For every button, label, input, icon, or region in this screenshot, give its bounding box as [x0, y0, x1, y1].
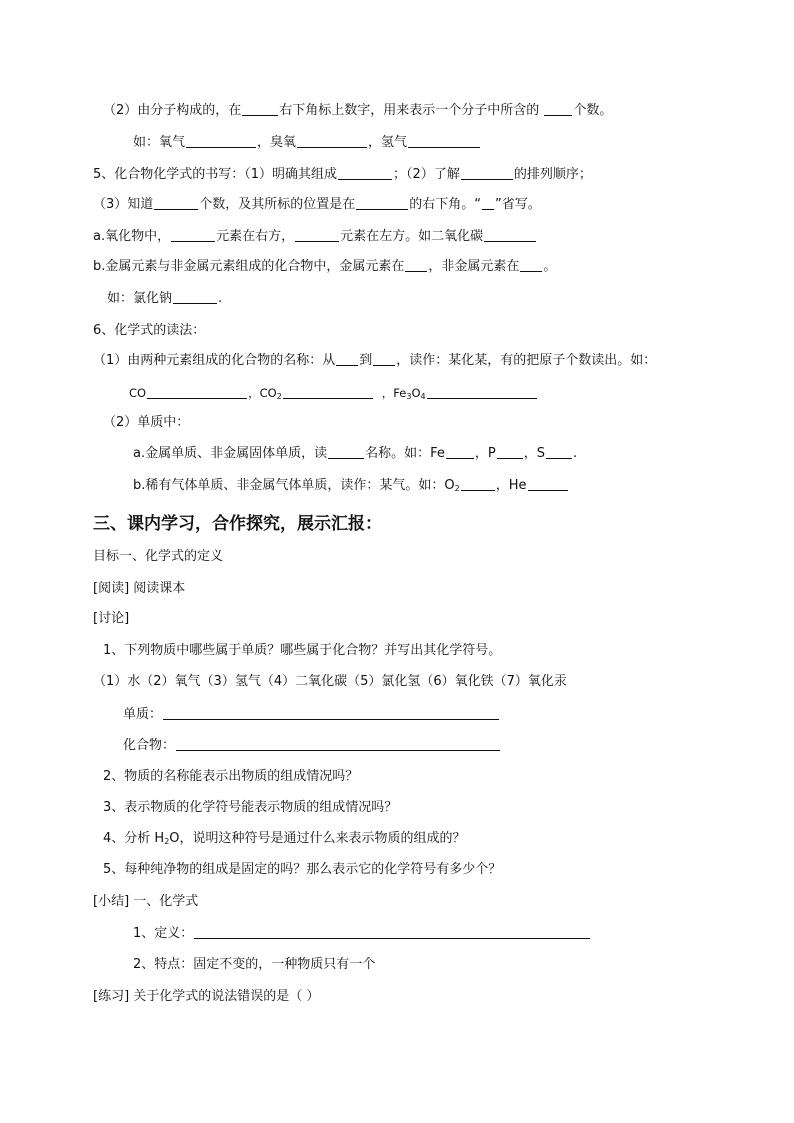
- elements-answer-line: 单质：: [123, 706, 500, 724]
- feature-line: 2、特点：固定不变的，一种物质只有一个: [133, 957, 376, 972]
- question-4: 4、分析 $H_2O$，说明这种符号是通过什么来表示物质的组成的？: [103, 831, 466, 846]
- exercise-line: [练习] 关于化学式的说法错误的是（ ）: [93, 989, 320, 1004]
- blank[interactable]: [336, 352, 358, 366]
- line-know-count: （3）知道 个数，及其所标的位置是在 的右下角。“ ”省写。: [93, 197, 541, 212]
- blank[interactable]: [242, 102, 278, 116]
- blank[interactable]: [338, 166, 392, 180]
- line-examples-gases: 如：氧气 ，臭氧 ，氢气: [133, 134, 481, 152]
- line-metal-element-reading: a.金属单质、非金属固体单质，读 名称。如：Fe ，P ，S .: [133, 446, 578, 461]
- answer-blank[interactable]: [163, 706, 499, 720]
- blank[interactable]: [446, 445, 474, 459]
- blank[interactable]: [408, 134, 480, 148]
- blank[interactable]: [147, 385, 247, 399]
- question-3: 3、表示物质的化学符号能表示物质的组成情况吗？: [103, 800, 398, 815]
- blank[interactable]: [328, 445, 364, 459]
- blank[interactable]: [173, 290, 217, 304]
- compounds-answer-line: 化合物：: [123, 737, 501, 755]
- blank[interactable]: [497, 445, 523, 459]
- blank[interactable]: [520, 258, 542, 272]
- line-example-nacl: 如：氯化钠 .: [107, 291, 223, 306]
- blank[interactable]: [528, 477, 568, 491]
- blank[interactable]: [461, 477, 495, 491]
- line-two-elements: （1）由两种元素组成的化合物的名称：从 到 ，读作：某化某，有的把原子个数读出。如：: [93, 353, 657, 368]
- question-2: 2、物质的名称能表示出物质的组成情况吗？: [103, 769, 359, 784]
- blank[interactable]: [544, 102, 572, 116]
- blank[interactable]: [482, 196, 494, 210]
- blank[interactable]: [295, 228, 339, 242]
- blank[interactable]: [356, 196, 408, 210]
- definition-line: 1、定义：: [133, 925, 591, 943]
- blank[interactable]: [427, 385, 537, 399]
- discussion-label: [讨论]: [93, 611, 130, 626]
- blank[interactable]: [373, 352, 395, 366]
- question-1: 1、下列物质中哪些属于单质？哪些属于化合物？并写出其化学符号。: [103, 643, 502, 658]
- question-5: 5、每种纯净物的组成是固定的吗？那么表示它的化学符号有多少个？: [103, 862, 502, 877]
- line-compound-writing: 5、化合物化学式的书写：（1）明确其组成 ；（2）了解 的排列顺序；: [93, 167, 592, 182]
- blank[interactable]: [405, 258, 427, 272]
- line-oxides: a.氧化物中， 元素在右方， 元素在左方。如二氧化碳: [93, 228, 537, 246]
- line-formula-examples: CO ，$CO_2$ ，$Fe_3O_4$: [129, 384, 538, 406]
- summary-label: [小结] 一、化学式: [93, 894, 199, 909]
- blank[interactable]: [186, 134, 256, 148]
- blank[interactable]: [171, 228, 215, 242]
- answer-blank[interactable]: [176, 737, 500, 751]
- blank[interactable]: [484, 228, 536, 242]
- answer-blank[interactable]: [194, 925, 590, 939]
- line-noble-gas-reading: b.稀有气体单质、非金属气体单质，读作：某气。如：$O_2$ ，He: [133, 477, 569, 498]
- line-metal-nonmetal: b.金属元素与非金属元素组成的化合物中，金属元素在 ，非金属元素在 。: [93, 259, 557, 274]
- reading-task: [阅读] 阅读课本: [93, 581, 186, 596]
- line-elements-heading: （2）单质中：: [103, 415, 190, 430]
- blank[interactable]: [461, 166, 513, 180]
- goal-one: 目标一、化学式的定义: [93, 549, 224, 564]
- substance-list: （1）水（2）氧气（3）氢气（4）二氧化碳（5）氯化氢（6）氧化铁（7）氧化汞: [93, 674, 567, 689]
- blank[interactable]: [546, 445, 572, 459]
- section-heading-3: 三、课内学习，合作探究，展示汇报：: [93, 514, 382, 534]
- blank[interactable]: [154, 196, 198, 210]
- blank[interactable]: [283, 385, 373, 399]
- blank[interactable]: [297, 134, 367, 148]
- line-reading-heading: 6、化学式的读法：: [93, 323, 206, 338]
- line-molecule-subscript: （2）由分子构成的，在 右下角标上数字，用来表示一个分子中所含的 个数。: [103, 103, 613, 118]
